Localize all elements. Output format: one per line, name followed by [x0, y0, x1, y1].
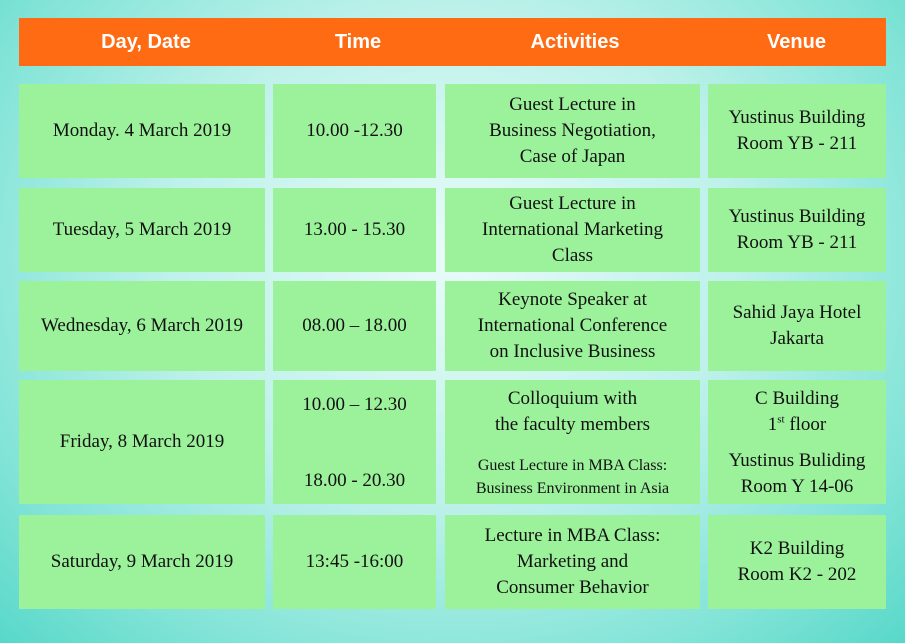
venue-line: Sahid Jaya Hotel: [732, 302, 862, 323]
activity-line: Lecture in MBA Class:: [484, 525, 661, 546]
day-text: Tuesday, 5 March 2019: [52, 219, 232, 240]
header-activities: Activities: [530, 31, 620, 53]
header-time: Time: [334, 31, 382, 53]
activity-line: Keynote Speaker at: [498, 289, 647, 310]
row-3-activity: [445, 281, 700, 371]
row-1-venue: [708, 84, 886, 178]
row-5-time: [273, 515, 436, 609]
activity-line: Marketing and: [516, 551, 629, 572]
row-2-time: [273, 188, 436, 272]
day-text: Saturday, 9 March 2019: [50, 551, 234, 572]
row-5-venue: [708, 515, 886, 609]
activity-line: International Marketing: [482, 219, 663, 240]
venue-line: C Building: [755, 388, 839, 409]
activity-mba-guest-lecture: [476, 454, 669, 500]
row-4-activity: [445, 380, 700, 504]
time-text: 13.00 - 15.30: [303, 219, 406, 240]
row-2-venue: [708, 188, 886, 272]
activity-line: Consumer Behavior: [496, 577, 649, 598]
venue-line: K2 Building: [749, 538, 845, 559]
activity-line: Case of Japan: [519, 146, 626, 167]
day-text: Friday, 8 March 2019: [59, 431, 225, 452]
time-text: 10.00 – 12.30: [302, 394, 407, 415]
floor-ordinal: st: [777, 413, 785, 426]
activity-line: Business Negotiation,: [489, 120, 656, 141]
activity-line: on Inclusive Business: [489, 341, 656, 362]
activity-line: International Conference: [477, 315, 668, 336]
activity-line: Colloquium with: [507, 388, 638, 409]
day-text: Monday. 4 March 2019: [52, 120, 232, 141]
floor-number: 1: [767, 414, 778, 435]
activity-colloquium: [495, 386, 650, 438]
time-text: 10.00 -12.30: [306, 120, 403, 141]
activity-line: the faculty members: [494, 414, 651, 435]
time-text: 08.00 – 18.00: [302, 315, 407, 336]
row-3-day: [19, 281, 265, 371]
venue-c-building: [755, 386, 839, 438]
activity-line: Class: [551, 245, 594, 266]
activity-line: Business Environment in Asia: [475, 480, 670, 497]
row-2-day: [19, 188, 265, 272]
row-4-day: [19, 380, 265, 504]
activity-line: Guest Lecture in: [509, 193, 636, 214]
header-venue: Venue: [767, 31, 826, 53]
venue-line: Yustinus Building: [728, 107, 866, 128]
activity-line: Guest Lecture in MBA Class:: [477, 457, 668, 474]
venue-line: Jakarta: [770, 328, 824, 349]
venue-floor-line: [755, 412, 839, 438]
venue-line: Room YB - 211: [736, 232, 858, 253]
venue-yustinus: [729, 448, 866, 500]
row-1-activity: [445, 84, 700, 178]
venue-line: Room K2 - 202: [737, 564, 857, 585]
venue-line: Yustinus Building: [728, 206, 866, 227]
venue-line: Room Y 14-06: [740, 476, 854, 497]
row-5-day: [19, 515, 265, 609]
row-1-day: [19, 84, 265, 178]
day-text: Wednesday, 6 March 2019: [41, 315, 243, 336]
header-day-date: Day, Date: [101, 31, 191, 53]
activity-line: Guest Lecture in: [509, 94, 636, 115]
row-5-activity: [445, 515, 700, 609]
row-4-venue: [708, 380, 886, 504]
row-4-time: [273, 380, 436, 504]
time-text: 13:45 -16:00: [305, 551, 404, 572]
schedule-header: [19, 18, 886, 66]
time-text: 18.00 - 20.30: [303, 470, 406, 491]
row-3-time: [273, 281, 436, 371]
venue-line: Room YB - 211: [736, 133, 858, 154]
row-3-venue: [708, 281, 886, 371]
floor-suffix: floor: [784, 414, 827, 435]
venue-line: Yustinus Buliding: [728, 450, 866, 471]
row-1-time: [273, 84, 436, 178]
row-2-activity: [445, 188, 700, 272]
